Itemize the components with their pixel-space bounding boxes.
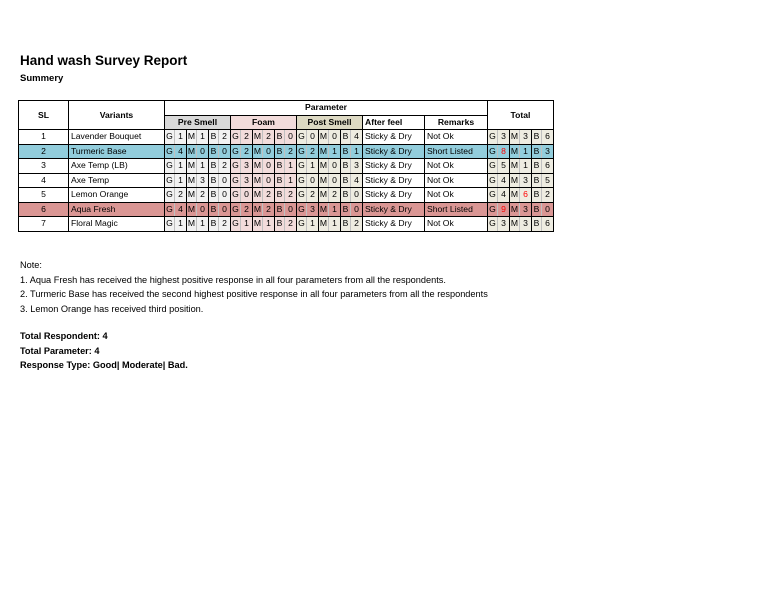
grade-label-cell: G xyxy=(488,217,498,232)
total-count-cell: 3 xyxy=(498,130,510,145)
grade-label-cell: G xyxy=(231,144,241,159)
remarks-cell: Not Ok xyxy=(425,217,488,232)
variant-cell: Turmeric Base xyxy=(69,144,165,159)
grade-label-cell: M xyxy=(319,202,329,217)
grade-label-cell: M xyxy=(319,188,329,203)
grade-label-cell: M xyxy=(187,144,197,159)
pre-count-cell: 1 xyxy=(175,159,187,174)
pre-count-cell: 2 xyxy=(219,217,231,232)
table-row xyxy=(19,159,554,174)
total-respondent: Total Respondent: 4 xyxy=(20,331,108,341)
foam-count-cell: 0 xyxy=(285,202,297,217)
grade-label-cell: G xyxy=(488,130,498,145)
foam-count-cell: 1 xyxy=(263,217,275,232)
post-count-cell: 4 xyxy=(351,130,363,145)
post-count-cell: 1 xyxy=(351,144,363,159)
grade-label-cell: B xyxy=(341,130,351,145)
total-count-cell: 6 xyxy=(542,159,554,174)
grade-label-cell: B xyxy=(275,159,285,174)
grade-label-cell: M xyxy=(187,202,197,217)
grade-label-cell: G xyxy=(297,130,307,145)
total-count-cell: 3 xyxy=(542,144,554,159)
grade-label-cell: G xyxy=(488,159,498,174)
total-count-cell: 4 xyxy=(498,188,510,203)
sl-cell: 1 xyxy=(19,130,69,145)
summary-section xyxy=(20,329,188,373)
total-count-cell: 6 xyxy=(542,130,554,145)
pre-count-cell: 0 xyxy=(219,202,231,217)
foam-count-cell: 3 xyxy=(241,159,253,174)
grade-label-cell: G xyxy=(231,159,241,174)
grade-label-cell: B xyxy=(532,144,542,159)
header-pre-smell: Pre Smell xyxy=(165,115,231,130)
post-count-cell: 1 xyxy=(329,217,341,232)
foam-count-cell: 3 xyxy=(241,173,253,188)
table-body xyxy=(19,130,554,232)
table-row xyxy=(19,130,554,145)
pre-count-cell: 0 xyxy=(219,144,231,159)
total-count-cell: 3 xyxy=(520,130,532,145)
pre-count-cell: 2 xyxy=(175,188,187,203)
pre-count-cell: 1 xyxy=(197,217,209,232)
post-count-cell: 0 xyxy=(329,159,341,174)
pre-count-cell: 1 xyxy=(197,159,209,174)
post-count-cell: 3 xyxy=(307,202,319,217)
grade-label-cell: B xyxy=(341,217,351,232)
total-count-cell: 3 xyxy=(520,202,532,217)
total-count-cell: 0 xyxy=(542,202,554,217)
grade-label-cell: M xyxy=(319,130,329,145)
grade-label-cell: B xyxy=(275,144,285,159)
header-remarks: Remarks xyxy=(425,115,488,130)
grade-label-cell: G xyxy=(488,202,498,217)
notes-heading: Note: xyxy=(20,260,42,270)
grade-label-cell: B xyxy=(341,188,351,203)
pre-count-cell: 4 xyxy=(175,144,187,159)
grade-label-cell: M xyxy=(253,202,263,217)
grade-label-cell: M xyxy=(319,159,329,174)
grade-label-cell: M xyxy=(187,188,197,203)
foam-count-cell: 2 xyxy=(285,144,297,159)
grade-label-cell: B xyxy=(209,188,219,203)
grade-label-cell: B xyxy=(341,202,351,217)
post-count-cell: 1 xyxy=(329,144,341,159)
grade-label-cell: G xyxy=(165,130,175,145)
post-count-cell: 1 xyxy=(307,159,319,174)
survey-table xyxy=(18,100,554,232)
grade-label-cell: M xyxy=(510,159,520,174)
table-row xyxy=(19,173,554,188)
grade-label-cell: M xyxy=(510,130,520,145)
variant-cell: Floral Magic xyxy=(69,217,165,232)
foam-count-cell: 1 xyxy=(285,159,297,174)
grade-label-cell: G xyxy=(488,144,498,159)
post-count-cell: 1 xyxy=(307,217,319,232)
foam-count-cell: 2 xyxy=(241,130,253,145)
total-count-cell: 9 xyxy=(498,202,510,217)
grade-label-cell: M xyxy=(319,173,329,188)
post-count-cell: 2 xyxy=(351,217,363,232)
grade-label-cell: M xyxy=(253,217,263,232)
foam-count-cell: 0 xyxy=(263,144,275,159)
report-subtitle: Summery xyxy=(20,73,64,84)
grade-label-cell: G xyxy=(231,130,241,145)
header-sl: SL xyxy=(19,101,69,130)
pre-count-cell: 0 xyxy=(219,188,231,203)
pre-count-cell: 3 xyxy=(197,173,209,188)
grade-label-cell: B xyxy=(532,202,542,217)
foam-count-cell: 2 xyxy=(263,202,275,217)
remarks-cell: Not Ok xyxy=(425,159,488,174)
variant-cell: Lavender Bouquet xyxy=(69,130,165,145)
post-count-cell: 4 xyxy=(351,173,363,188)
grade-label-cell: M xyxy=(253,144,263,159)
grade-label-cell: B xyxy=(532,159,542,174)
grade-label-cell: M xyxy=(187,159,197,174)
total-count-cell: 2 xyxy=(542,188,554,203)
remarks-cell: Not Ok xyxy=(425,130,488,145)
grade-label-cell: B xyxy=(275,217,285,232)
grade-label-cell: B xyxy=(209,217,219,232)
sl-cell: 7 xyxy=(19,217,69,232)
after-feel-cell: Sticky & Dry xyxy=(363,130,425,145)
grade-label-cell: B xyxy=(532,217,542,232)
note-item: 3. Lemon Orange has received third position. xyxy=(20,303,204,314)
header-parameter: Parameter xyxy=(165,101,488,116)
header-total: Total xyxy=(488,101,554,130)
post-count-cell: 3 xyxy=(351,159,363,174)
grade-label-cell: B xyxy=(209,173,219,188)
sl-cell: 2 xyxy=(19,144,69,159)
grade-label-cell: G xyxy=(231,188,241,203)
post-count-cell: 2 xyxy=(329,188,341,203)
grade-label-cell: B xyxy=(275,188,285,203)
foam-count-cell: 1 xyxy=(241,217,253,232)
grade-label-cell: G xyxy=(165,173,175,188)
header-foam: Foam xyxy=(231,115,297,130)
after-feel-cell: Sticky & Dry xyxy=(363,159,425,174)
grade-label-cell: M xyxy=(187,217,197,232)
grade-label-cell: M xyxy=(510,188,520,203)
remarks-cell: Short Listed xyxy=(425,202,488,217)
total-count-cell: 8 xyxy=(498,144,510,159)
foam-count-cell: 0 xyxy=(263,159,275,174)
total-count-cell: 3 xyxy=(520,173,532,188)
pre-count-cell: 2 xyxy=(219,130,231,145)
grade-label-cell: M xyxy=(253,130,263,145)
post-count-cell: 2 xyxy=(307,188,319,203)
grade-label-cell: G xyxy=(165,159,175,174)
grade-label-cell: B xyxy=(209,144,219,159)
grade-label-cell: G xyxy=(297,144,307,159)
total-count-cell: 1 xyxy=(520,144,532,159)
post-count-cell: 1 xyxy=(329,202,341,217)
grade-label-cell: G xyxy=(231,217,241,232)
response-type: Response Type: Good| Moderate| Bad. xyxy=(20,360,188,370)
sl-cell: 4 xyxy=(19,173,69,188)
pre-count-cell: 2 xyxy=(197,188,209,203)
foam-count-cell: 0 xyxy=(241,188,253,203)
grade-label-cell: M xyxy=(187,173,197,188)
grade-label-cell: G xyxy=(165,188,175,203)
remarks-cell: Not Ok xyxy=(425,188,488,203)
post-count-cell: 0 xyxy=(307,173,319,188)
pre-count-cell: 1 xyxy=(175,217,187,232)
grade-label-cell: G xyxy=(165,144,175,159)
table-row xyxy=(19,202,554,217)
notes-section xyxy=(20,258,488,316)
grade-label-cell: B xyxy=(532,130,542,145)
grade-label-cell: B xyxy=(341,144,351,159)
after-feel-cell: Sticky & Dry xyxy=(363,217,425,232)
after-feel-cell: Sticky & Dry xyxy=(363,202,425,217)
remarks-cell: Not Ok xyxy=(425,173,488,188)
grade-label-cell: G xyxy=(488,188,498,203)
grade-label-cell: G xyxy=(165,202,175,217)
grade-label-cell: M xyxy=(319,217,329,232)
pre-count-cell: 0 xyxy=(197,202,209,217)
total-count-cell: 1 xyxy=(520,159,532,174)
pre-count-cell: 2 xyxy=(219,159,231,174)
post-count-cell: 0 xyxy=(351,188,363,203)
post-count-cell: 0 xyxy=(329,130,341,145)
sl-cell: 3 xyxy=(19,159,69,174)
grade-label-cell: G xyxy=(297,188,307,203)
grade-label-cell: M xyxy=(510,202,520,217)
grade-label-cell: B xyxy=(532,173,542,188)
table-row xyxy=(19,217,554,232)
pre-count-cell: 1 xyxy=(175,173,187,188)
grade-label-cell: G xyxy=(297,202,307,217)
total-count-cell: 6 xyxy=(520,188,532,203)
grade-label-cell: M xyxy=(253,159,263,174)
after-feel-cell: Sticky & Dry xyxy=(363,144,425,159)
pre-count-cell: 4 xyxy=(175,202,187,217)
grade-label-cell: G xyxy=(165,217,175,232)
note-item: 1. Aqua Fresh has received the highest positive response in all four parameters from all the respondents. xyxy=(20,274,446,285)
table-row xyxy=(19,188,554,203)
foam-count-cell: 0 xyxy=(263,173,275,188)
after-feel-cell: Sticky & Dry xyxy=(363,173,425,188)
grade-label-cell: M xyxy=(510,144,520,159)
grade-label-cell: G xyxy=(297,173,307,188)
foam-count-cell: 2 xyxy=(263,130,275,145)
variant-cell: Axe Temp xyxy=(69,173,165,188)
total-count-cell: 3 xyxy=(498,217,510,232)
total-count-cell: 3 xyxy=(520,217,532,232)
grade-label-cell: B xyxy=(341,159,351,174)
header-variants: Variants xyxy=(69,101,165,130)
grade-label-cell: B xyxy=(532,188,542,203)
grade-label-cell: M xyxy=(510,173,520,188)
grade-label-cell: G xyxy=(488,173,498,188)
after-feel-cell: Sticky & Dry xyxy=(363,188,425,203)
grade-label-cell: B xyxy=(209,202,219,217)
header-post-smell: Post Smell xyxy=(297,115,363,130)
report-title: Hand wash Survey Report xyxy=(20,53,188,68)
sl-cell: 5 xyxy=(19,188,69,203)
post-count-cell: 2 xyxy=(307,144,319,159)
grade-label-cell: G xyxy=(231,173,241,188)
foam-count-cell: 2 xyxy=(285,188,297,203)
grade-label-cell: B xyxy=(209,159,219,174)
foam-count-cell: 2 xyxy=(241,144,253,159)
grade-label-cell: M xyxy=(319,144,329,159)
grade-label-cell: B xyxy=(341,173,351,188)
total-count-cell: 4 xyxy=(498,173,510,188)
header-after-feel: After feel xyxy=(363,115,425,130)
total-count-cell: 5 xyxy=(542,173,554,188)
grade-label-cell: M xyxy=(253,188,263,203)
foam-count-cell: 0 xyxy=(285,130,297,145)
foam-count-cell: 2 xyxy=(285,217,297,232)
total-parameter: Total Parameter: 4 xyxy=(20,345,100,356)
foam-count-cell: 2 xyxy=(263,188,275,203)
grade-label-cell: B xyxy=(275,202,285,217)
pre-count-cell: 1 xyxy=(197,130,209,145)
sl-cell: 6 xyxy=(19,202,69,217)
grade-label-cell: G xyxy=(231,202,241,217)
remarks-cell: Short Listed xyxy=(425,144,488,159)
grade-label-cell: B xyxy=(275,130,285,145)
post-count-cell: 0 xyxy=(307,130,319,145)
grade-label-cell: B xyxy=(209,130,219,145)
post-count-cell: 0 xyxy=(351,202,363,217)
grade-label-cell: G xyxy=(297,217,307,232)
pre-count-cell: 0 xyxy=(219,173,231,188)
table-row xyxy=(19,144,554,159)
variant-cell: Lemon Orange xyxy=(69,188,165,203)
post-count-cell: 0 xyxy=(329,173,341,188)
variant-cell: Axe Temp (LB) xyxy=(69,159,165,174)
grade-label-cell: M xyxy=(187,130,197,145)
pre-count-cell: 0 xyxy=(197,144,209,159)
foam-count-cell: 2 xyxy=(241,202,253,217)
foam-count-cell: 1 xyxy=(285,173,297,188)
total-count-cell: 5 xyxy=(498,159,510,174)
total-count-cell: 6 xyxy=(542,217,554,232)
grade-label-cell: B xyxy=(275,173,285,188)
grade-label-cell: M xyxy=(253,173,263,188)
variant-cell: Aqua Fresh xyxy=(69,202,165,217)
note-item: 2. Turmeric Base has received the second highest positive response in all four parameters from all the respondents xyxy=(20,289,488,299)
pre-count-cell: 1 xyxy=(175,130,187,145)
grade-label-cell: G xyxy=(297,159,307,174)
grade-label-cell: M xyxy=(510,217,520,232)
